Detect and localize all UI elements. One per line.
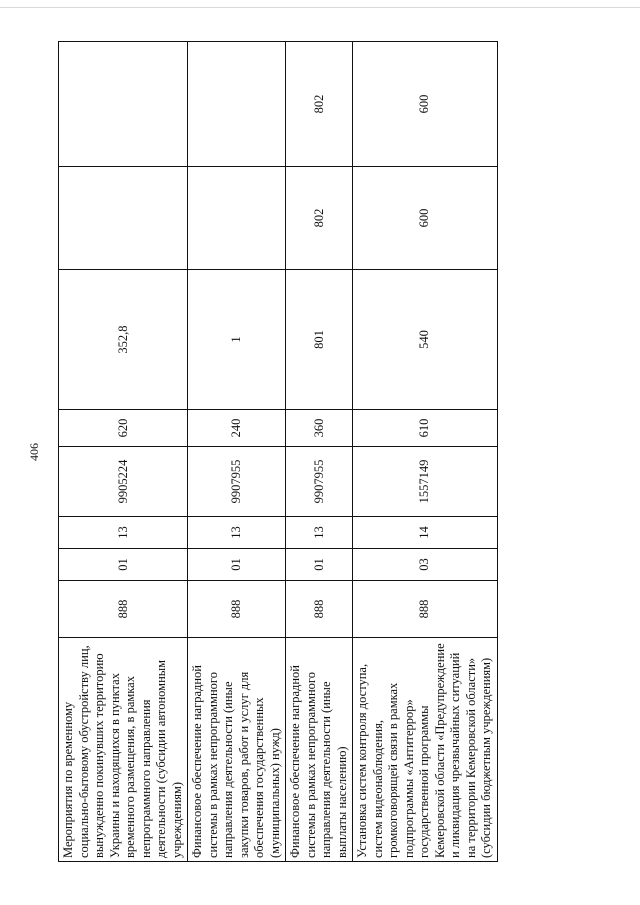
subsection-code: 13 bbox=[59, 517, 188, 549]
row-description: Мероприятия по временному социально-бытовому обустройству лиц, вынужденно покинувших территорию Украины и находящихся в пунктах временного размещения, в рамках непрограммного направления деятельности (субсидии автономным учреждениям) bbox=[59, 638, 188, 862]
ministry-code: 888 bbox=[286, 581, 353, 638]
section-code: 01 bbox=[188, 549, 286, 581]
section-code: 01 bbox=[286, 549, 353, 581]
section-code: 03 bbox=[353, 549, 498, 581]
ministry-code: 888 bbox=[188, 581, 286, 638]
row-description: Установка систем контроля доступа, систем видеонаблюдения, громкоговорящей связи в рамках подпрограммы «Антитеррор» государственной программы Кемеровской области «Предупреждение и ликвидация чрезвычайных ситуаций на территории Кемеровской области» (субсидии бюджетным учреждениям) bbox=[353, 638, 498, 862]
amount-year-1: 801 bbox=[286, 270, 353, 410]
target-article-code: 1557149 bbox=[353, 447, 498, 517]
amount-year-3: 802 bbox=[286, 42, 353, 167]
amount-year-1: 1 bbox=[188, 270, 286, 410]
expense-type-code: 620 bbox=[59, 410, 188, 447]
amount-year-3: 600 bbox=[353, 42, 498, 167]
row-description: Финансовое обеспечение наградной системы в рамках непрограммного направления деятельности (иные закупки товаров, работ и услуг для обеспечения государственных (муниципальных) нужд) bbox=[188, 638, 286, 862]
section-code: 01 bbox=[59, 549, 188, 581]
amount-year-3 bbox=[188, 42, 286, 167]
table-row bbox=[188, 42, 286, 862]
budget-table bbox=[58, 41, 498, 862]
subsection-code: 14 bbox=[353, 517, 498, 549]
target-article-code: 9905224 bbox=[59, 447, 188, 517]
row-description: Финансовое обеспечение наградной системы в рамках непрограммного направления деятельности (иные выплаты населению) bbox=[286, 638, 353, 862]
amount-year-1: 540 bbox=[353, 270, 498, 410]
amount-year-3 bbox=[59, 42, 188, 167]
amount-year-2: 802 bbox=[286, 167, 353, 270]
target-article-code: 9907955 bbox=[286, 447, 353, 517]
budget-table-wrapper bbox=[58, 42, 493, 862]
expense-type-code: 360 bbox=[286, 410, 353, 447]
expense-type-code: 610 bbox=[353, 410, 498, 447]
amount-year-1: 352,8 bbox=[59, 270, 188, 410]
expense-type-code: 240 bbox=[188, 410, 286, 447]
ministry-code: 888 bbox=[353, 581, 498, 638]
ministry-code: 888 bbox=[59, 581, 188, 638]
amount-year-2 bbox=[59, 167, 188, 270]
subsection-code: 13 bbox=[286, 517, 353, 549]
amount-year-2: 600 bbox=[353, 167, 498, 270]
target-article-code: 9907955 bbox=[188, 447, 286, 517]
table-row bbox=[353, 42, 498, 862]
page-number: 406 bbox=[27, 443, 41, 461]
table-row bbox=[59, 42, 188, 862]
subsection-code: 13 bbox=[188, 517, 286, 549]
scan-top-edge bbox=[0, 7, 640, 8]
table-row bbox=[286, 42, 353, 862]
amount-year-2 bbox=[188, 167, 286, 270]
